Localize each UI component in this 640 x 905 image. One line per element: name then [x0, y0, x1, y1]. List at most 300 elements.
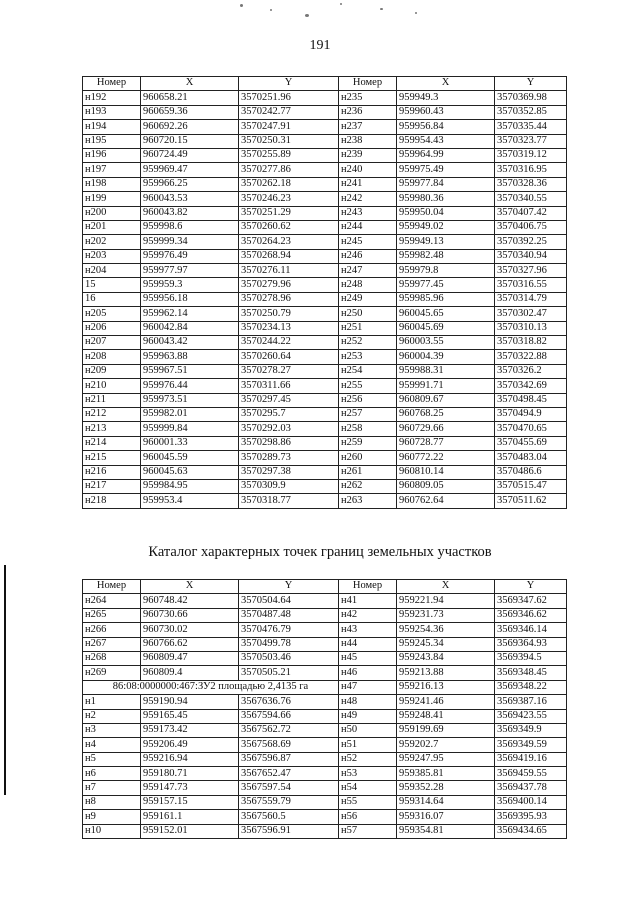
table-cell: н214 — [83, 436, 141, 450]
table-cell: н206 — [83, 321, 141, 335]
table-cell: н248 — [339, 278, 397, 292]
table-cell: 960720.15 — [141, 134, 239, 148]
table-cell: 960809.67 — [397, 393, 495, 407]
table-cell: 959352.28 — [397, 781, 495, 795]
table-cell: 3570277.86 — [239, 163, 339, 177]
table-header-row — [83, 77, 567, 91]
table-row — [83, 177, 567, 191]
table-cell: 960692.26 — [141, 120, 239, 134]
table-cell: 3570264.23 — [239, 235, 339, 249]
coordinates-table-bottom — [82, 579, 567, 839]
table-cell: 3570314.79 — [495, 292, 567, 306]
table-row — [83, 436, 567, 450]
table-cell: 3570504.64 — [239, 594, 339, 608]
table-cell: 3570292.03 — [239, 422, 339, 436]
table-cell: 3570268.94 — [239, 249, 339, 263]
table-cell: н242 — [339, 192, 397, 206]
table-cell: 959314.64 — [397, 795, 495, 809]
table-cell: н57 — [339, 824, 397, 838]
table-cell: 3570498.45 — [495, 393, 567, 407]
table-cell: 959975.49 — [397, 163, 495, 177]
table-cell: 3569346.14 — [495, 623, 567, 637]
table-cell: н255 — [339, 379, 397, 393]
table-cell: н197 — [83, 163, 141, 177]
table-cell: 3570476.79 — [239, 623, 339, 637]
table-cell: н199 — [83, 192, 141, 206]
table-cell: 3570278.96 — [239, 292, 339, 306]
table-cell: 959977.97 — [141, 264, 239, 278]
table-cell: н247 — [339, 264, 397, 278]
table-row — [83, 795, 567, 809]
table-cell: 3570515.47 — [495, 479, 567, 493]
table-cell: 960045.59 — [141, 451, 239, 465]
table-row — [83, 608, 567, 622]
table-cell: 3567597.54 — [239, 781, 339, 795]
table-cell: н243 — [339, 206, 397, 220]
table-cell: н5 — [83, 752, 141, 766]
table-cell: 3567568.69 — [239, 738, 339, 752]
table-row — [83, 206, 567, 220]
table-cell: 3570318.82 — [495, 336, 567, 350]
table-row — [83, 321, 567, 335]
table-row — [83, 134, 567, 148]
table-row — [83, 767, 567, 781]
table-cell: 960658.21 — [141, 91, 239, 105]
table-cell: 959190.94 — [141, 695, 239, 709]
table-row — [83, 594, 567, 608]
table-cell: 3570494.9 — [495, 407, 567, 421]
table-cell: н202 — [83, 235, 141, 249]
table-cell: н250 — [339, 307, 397, 321]
table-cell: 959976.49 — [141, 249, 239, 263]
table-cell: н261 — [339, 465, 397, 479]
table-cell: 3569394.5 — [495, 651, 567, 665]
table-cell: 960045.65 — [397, 307, 495, 321]
table-cell: 959949.13 — [397, 235, 495, 249]
table-cell: 959206.49 — [141, 738, 239, 752]
table-row — [83, 379, 567, 393]
table-row — [83, 307, 567, 321]
table-cell: 959157.15 — [141, 795, 239, 809]
table-cell: 960766.62 — [141, 637, 239, 651]
table-cell: 959980.36 — [397, 192, 495, 206]
column-header: Y — [495, 580, 567, 594]
table-cell: н211 — [83, 393, 141, 407]
table-row — [83, 192, 567, 206]
section-title: Каталог характерных точек границ земельных участков — [148, 544, 492, 560]
table-row — [83, 249, 567, 263]
table-cell: 959967.51 — [141, 364, 239, 378]
table-row — [83, 651, 567, 665]
table-row — [83, 163, 567, 177]
table-cell: 3569459.55 — [495, 767, 567, 781]
table-cell: н196 — [83, 148, 141, 162]
table-cell: 3570278.27 — [239, 364, 339, 378]
table-cell: н53 — [339, 767, 397, 781]
table-cell: 959216.94 — [141, 752, 239, 766]
column-header: Номер — [339, 580, 397, 594]
table-cell: 959979.8 — [397, 264, 495, 278]
column-header: X — [141, 77, 239, 91]
table-cell: 3569387.16 — [495, 695, 567, 709]
table-cell: 3570316.55 — [495, 278, 567, 292]
table-cell: н203 — [83, 249, 141, 263]
table-cell: 959999.84 — [141, 422, 239, 436]
table-cell: 3569346.62 — [495, 608, 567, 622]
table-cell: 960762.64 — [397, 494, 495, 508]
table-cell: н194 — [83, 120, 141, 134]
table-row — [83, 781, 567, 795]
table-cell: 959245.34 — [397, 637, 495, 651]
table-cell: 3570470.65 — [495, 422, 567, 436]
table-cell: н9 — [83, 810, 141, 824]
table-row — [83, 465, 567, 479]
table-cell: 959999.34 — [141, 235, 239, 249]
table-cell: 3569437.78 — [495, 781, 567, 795]
table-cell: 3570234.13 — [239, 321, 339, 335]
table-cell: 960730.02 — [141, 623, 239, 637]
table-cell: н8 — [83, 795, 141, 809]
table-cell: н246 — [339, 249, 397, 263]
table-cell: 959173.42 — [141, 723, 239, 737]
table-cell: 959959.3 — [141, 278, 239, 292]
table-cell: 3567596.91 — [239, 824, 339, 838]
table-cell: н215 — [83, 451, 141, 465]
table-cell: н51 — [339, 738, 397, 752]
table-cell: н266 — [83, 623, 141, 637]
table-cell: 3570326.2 — [495, 364, 567, 378]
table-cell: 959956.18 — [141, 292, 239, 306]
table-row — [83, 278, 567, 292]
table-cell: 959954.43 — [397, 134, 495, 148]
table-cell: 3570318.77 — [239, 494, 339, 508]
table-row — [83, 264, 567, 278]
table-cell: 3570250.31 — [239, 134, 339, 148]
table-row — [83, 364, 567, 378]
table-cell: н205 — [83, 307, 141, 321]
table-cell: 960768.25 — [397, 407, 495, 421]
column-header: Y — [239, 77, 339, 91]
table-cell: 3570483.04 — [495, 451, 567, 465]
table-cell: н252 — [339, 336, 397, 350]
table-cell: н54 — [339, 781, 397, 795]
table-cell: 3569364.93 — [495, 637, 567, 651]
table-cell: н3 — [83, 723, 141, 737]
table-cell: н262 — [339, 479, 397, 493]
table-cell: 959243.84 — [397, 651, 495, 665]
table-cell: 3570250.79 — [239, 307, 339, 321]
table-cell: 3570342.69 — [495, 379, 567, 393]
table-cell: 959354.81 — [397, 824, 495, 838]
table-row — [83, 738, 567, 752]
table-cell: 3570340.55 — [495, 192, 567, 206]
table-cell: 960045.69 — [397, 321, 495, 335]
table-cell: н56 — [339, 810, 397, 824]
table-cell: 959199.69 — [397, 723, 495, 737]
table-cell: 3570295.7 — [239, 407, 339, 421]
table-cell: н258 — [339, 422, 397, 436]
table-cell: н2 — [83, 709, 141, 723]
table-cell: н237 — [339, 120, 397, 134]
table-cell: н217 — [83, 479, 141, 493]
table-cell: н44 — [339, 637, 397, 651]
table-row — [83, 220, 567, 234]
table-cell: 959988.31 — [397, 364, 495, 378]
table-row — [83, 407, 567, 421]
table-cell: 3570246.23 — [239, 192, 339, 206]
table-cell: н251 — [339, 321, 397, 335]
table-cell: 3570503.46 — [239, 651, 339, 665]
table-cell: 959165.45 — [141, 709, 239, 723]
table-cell: 959147.73 — [141, 781, 239, 795]
table-cell: 959963.88 — [141, 350, 239, 364]
column-header: X — [141, 580, 239, 594]
table-cell: 3570340.94 — [495, 249, 567, 263]
table-cell: н260 — [339, 451, 397, 465]
table-cell: 959949.02 — [397, 220, 495, 234]
table-cell: н259 — [339, 436, 397, 450]
table-cell: 959964.99 — [397, 148, 495, 162]
table-cell: 3569423.55 — [495, 709, 567, 723]
table-row — [83, 709, 567, 723]
table-cell: 3569349.59 — [495, 738, 567, 752]
table-cell: 3567636.76 — [239, 695, 339, 709]
table-cell: н204 — [83, 264, 141, 278]
table-cell: 959991.71 — [397, 379, 495, 393]
table-cell: н195 — [83, 134, 141, 148]
table-cell: н245 — [339, 235, 397, 249]
table-cell: 959973.51 — [141, 393, 239, 407]
table-cell: н192 — [83, 91, 141, 105]
table-cell: 959982.48 — [397, 249, 495, 263]
table-cell: 959976.44 — [141, 379, 239, 393]
table-cell: н268 — [83, 651, 141, 665]
table-row — [83, 824, 567, 838]
column-header: Y — [239, 580, 339, 594]
table-cell: 960809.05 — [397, 479, 495, 493]
table-cell: 3570251.96 — [239, 91, 339, 105]
table-cell: 3570335.44 — [495, 120, 567, 134]
table-cell: 3570298.86 — [239, 436, 339, 450]
table-row — [83, 105, 567, 119]
table-cell: 959161.1 — [141, 810, 239, 824]
table-cell: 3570276.11 — [239, 264, 339, 278]
table-cell: н7 — [83, 781, 141, 795]
table-cell: 3569348.45 — [495, 666, 567, 680]
table-cell: 959385.81 — [397, 767, 495, 781]
table-cell: н45 — [339, 651, 397, 665]
table-cell: н207 — [83, 336, 141, 350]
table-cell: н265 — [83, 608, 141, 622]
table-cell: н47 — [339, 680, 397, 694]
table-cell: н208 — [83, 350, 141, 364]
table-cell: 959247.95 — [397, 752, 495, 766]
table-cell: 960001.33 — [141, 436, 239, 450]
table-cell: 3570279.96 — [239, 278, 339, 292]
table-cell: 3569347.62 — [495, 594, 567, 608]
column-header: Y — [495, 77, 567, 91]
table-row — [83, 810, 567, 824]
table-cell: 3570260.64 — [239, 350, 339, 364]
table-cell: н4 — [83, 738, 141, 752]
table-cell: н48 — [339, 695, 397, 709]
table-cell: 3570505.21 — [239, 666, 339, 680]
table-cell: 960729.66 — [397, 422, 495, 436]
table-cell: н218 — [83, 494, 141, 508]
table-cell: н254 — [339, 364, 397, 378]
table-cell: 959984.95 — [141, 479, 239, 493]
table-cell: н50 — [339, 723, 397, 737]
table-cell: 3570322.88 — [495, 350, 567, 364]
table-cell: 959254.36 — [397, 623, 495, 637]
table-cell: 3570310.13 — [495, 321, 567, 335]
table-row — [83, 350, 567, 364]
table-cell: 3569348.22 — [495, 680, 567, 694]
column-header: X — [397, 77, 495, 91]
column-header: Номер — [339, 77, 397, 91]
table-cell: 3569419.16 — [495, 752, 567, 766]
table-cell: н52 — [339, 752, 397, 766]
table-cell: 959950.04 — [397, 206, 495, 220]
table-row — [83, 494, 567, 508]
table-cell: н264 — [83, 594, 141, 608]
table-cell: 3570455.69 — [495, 436, 567, 450]
column-header: Номер — [83, 580, 141, 594]
table-cell: 960043.82 — [141, 206, 239, 220]
table-cell: 960809.47 — [141, 651, 239, 665]
table-cell: 3570242.77 — [239, 105, 339, 119]
table-cell: 959248.41 — [397, 709, 495, 723]
table-cell: н249 — [339, 292, 397, 306]
table-cell: 3570260.62 — [239, 220, 339, 234]
table-cell: 3567596.87 — [239, 752, 339, 766]
table-cell: 959962.14 — [141, 307, 239, 321]
table-cell: 15 — [83, 278, 141, 292]
table-cell: 3570309.9 — [239, 479, 339, 493]
table-row — [83, 637, 567, 651]
table-cell: 3570319.12 — [495, 148, 567, 162]
table-cell: 960003.55 — [397, 336, 495, 350]
table-row — [83, 120, 567, 134]
table-cell: 959213.88 — [397, 666, 495, 680]
table-cell: н239 — [339, 148, 397, 162]
table-cell: 960045.63 — [141, 465, 239, 479]
table-cell: н236 — [339, 105, 397, 119]
table-cell: 959216.13 — [397, 680, 495, 694]
table-row — [83, 336, 567, 350]
table-cell: 3567560.5 — [239, 810, 339, 824]
margin-mark — [4, 565, 6, 795]
table-cell: 3570392.25 — [495, 235, 567, 249]
table-row — [83, 666, 567, 680]
table-cell: 959960.43 — [397, 105, 495, 119]
table-cell: н235 — [339, 91, 397, 105]
table-cell: 3570297.45 — [239, 393, 339, 407]
coordinates-table-top — [82, 76, 567, 509]
table-row — [83, 235, 567, 249]
table-cell: н55 — [339, 795, 397, 809]
table-cell: 959982.01 — [141, 407, 239, 421]
table-cell: 3570328.36 — [495, 177, 567, 191]
table-cell: 3567652.47 — [239, 767, 339, 781]
table-cell: 3567562.72 — [239, 723, 339, 737]
table-cell: н241 — [339, 177, 397, 191]
table-cell: 960772.22 — [397, 451, 495, 465]
table-cell: 959969.47 — [141, 163, 239, 177]
table-cell: 959977.84 — [397, 177, 495, 191]
table-cell: 960724.49 — [141, 148, 239, 162]
scan-noise — [230, 0, 430, 22]
table-row — [83, 723, 567, 737]
table-cell: 3570327.96 — [495, 264, 567, 278]
table-cell: 3570297.38 — [239, 465, 339, 479]
table-cell: н216 — [83, 465, 141, 479]
table-cell: 960043.53 — [141, 192, 239, 206]
table-cell: 3570311.66 — [239, 379, 339, 393]
table-cell: 3569434.65 — [495, 824, 567, 838]
table-cell: 3570486.6 — [495, 465, 567, 479]
table-cell: 959221.94 — [397, 594, 495, 608]
table-cell: 959180.71 — [141, 767, 239, 781]
table-cell: 3569349.9 — [495, 723, 567, 737]
table-cell: 3569395.93 — [495, 810, 567, 824]
table-cell: 3570511.62 — [495, 494, 567, 508]
table-cell: 960809.4 — [141, 666, 239, 680]
table-cell: н209 — [83, 364, 141, 378]
table-cell: 959202.7 — [397, 738, 495, 752]
table-cell: н253 — [339, 350, 397, 364]
table-row — [83, 623, 567, 637]
table-cell: 959949.3 — [397, 91, 495, 105]
table-cell: н41 — [339, 594, 397, 608]
table-cell: н213 — [83, 422, 141, 436]
table-cell: 960728.77 — [397, 436, 495, 450]
table-cell: н240 — [339, 163, 397, 177]
table-row — [83, 479, 567, 493]
table-cell: н193 — [83, 105, 141, 119]
table-row — [83, 422, 567, 436]
table-cell: н256 — [339, 393, 397, 407]
table-cell: 3570262.18 — [239, 177, 339, 191]
table-cell: 960730.66 — [141, 608, 239, 622]
table-cell: н43 — [339, 623, 397, 637]
table-row — [83, 451, 567, 465]
table-cell: 959231.73 — [397, 608, 495, 622]
table-row — [83, 148, 567, 162]
table-cell: 3570352.85 — [495, 105, 567, 119]
table-cell: н201 — [83, 220, 141, 234]
column-header: Номер — [83, 77, 141, 91]
table-cell: 960043.42 — [141, 336, 239, 350]
table-cell: н244 — [339, 220, 397, 234]
table-cell: н200 — [83, 206, 141, 220]
table-cell: н6 — [83, 767, 141, 781]
table-cell: н267 — [83, 637, 141, 651]
table-cell: 3570407.42 — [495, 206, 567, 220]
table-row — [83, 695, 567, 709]
table-cell: 960659.36 — [141, 105, 239, 119]
table-cell: 3567559.79 — [239, 795, 339, 809]
table-cell: 3570316.95 — [495, 163, 567, 177]
table-cell: 959977.45 — [397, 278, 495, 292]
table-cell: 3570406.75 — [495, 220, 567, 234]
table-cell: 3570251.29 — [239, 206, 339, 220]
table-cell: 959956.84 — [397, 120, 495, 134]
table-cell: 959985.96 — [397, 292, 495, 306]
table-cell: 3570244.22 — [239, 336, 339, 350]
table-cell: 3570302.47 — [495, 307, 567, 321]
table-cell: н10 — [83, 824, 141, 838]
